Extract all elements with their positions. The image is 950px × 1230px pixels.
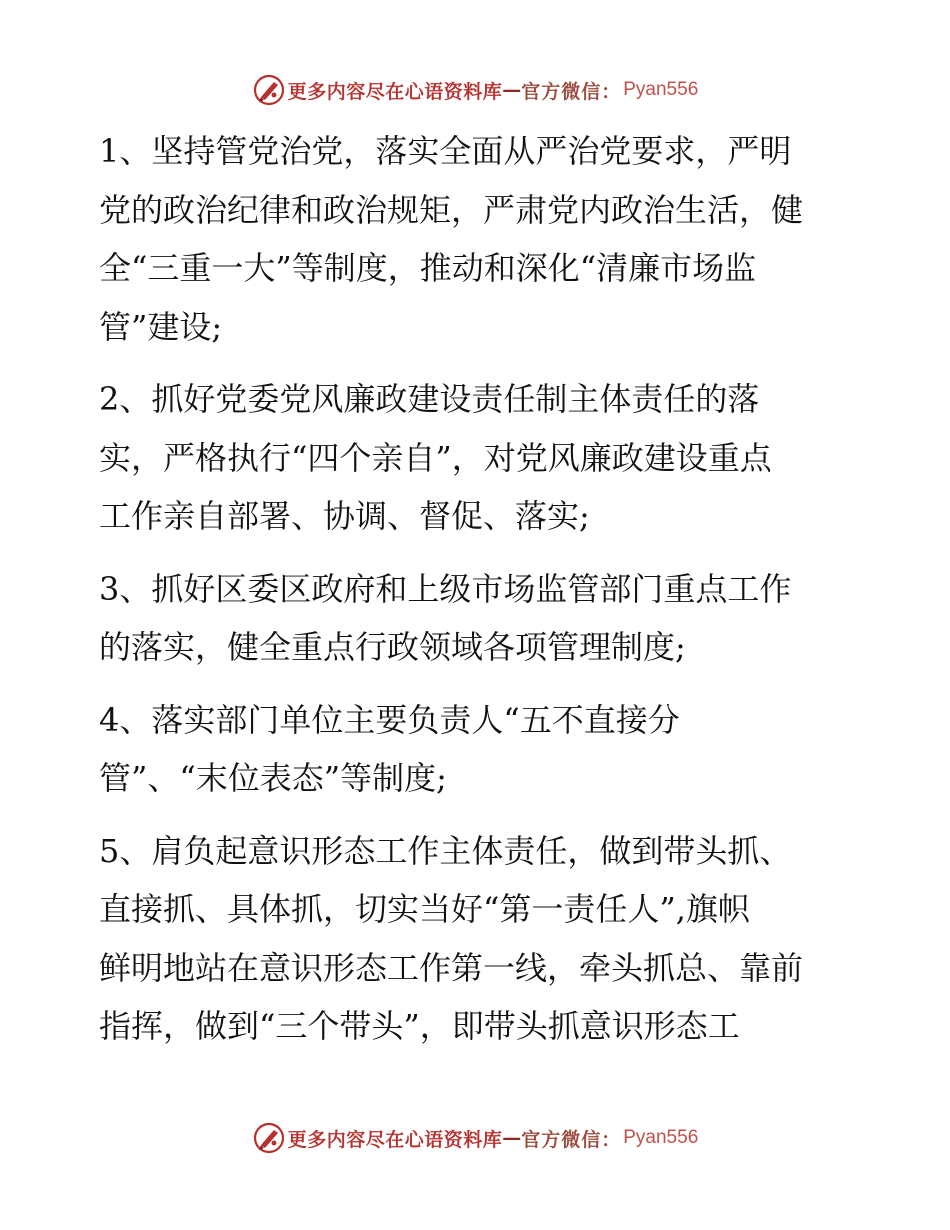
paragraph-1 bbox=[99, 122, 851, 356]
watermark-wechat-id: Pyan556 bbox=[623, 79, 699, 100]
paragraph-4 bbox=[99, 691, 851, 808]
document-body bbox=[99, 122, 851, 1070]
watermark-text: 更多内容尽在心语资料库 bbox=[287, 1128, 503, 1151]
text-line: 2、抓好党委党风廉政建设责任制主体责任的落 bbox=[99, 380, 760, 418]
text-line: 的落实，健全重点行政领域各项管理制度; bbox=[99, 628, 686, 666]
watermark-separator: — bbox=[502, 79, 522, 101]
text-line: 党的政治纪律和政治规矩，严肃党内政治生活，健 bbox=[99, 190, 804, 229]
text-line: 1、坚持管党治党，落实全面从严治党要求，严明 bbox=[99, 132, 792, 170]
paragraph-5 bbox=[99, 822, 851, 1056]
pen-logo-icon bbox=[252, 1121, 286, 1155]
text-line: 直接抓、具体抓，切实当好“第一责任人”,旗帜 bbox=[99, 890, 750, 928]
watermark-wechat-id: Pyan556 bbox=[623, 1127, 699, 1148]
text-line: 5、肩负起意识形态工作主体责任，做到带头抓、 bbox=[99, 831, 792, 870]
watermark-header bbox=[0, 70, 950, 110]
text-line: 鲜明地站在意识形态工作第一线，牵头抓总、靠前 bbox=[99, 948, 804, 987]
paragraph-2 bbox=[99, 370, 851, 546]
text-line: 指挥，做到“三个带头”，即带头抓意识形态工 bbox=[99, 1007, 740, 1045]
pen-logo-icon bbox=[252, 73, 286, 107]
text-line: 实，严格执行“四个亲自”，对党风廉政建设重点 bbox=[99, 438, 772, 477]
text-line: 3、抓好区委区政府和上级市场监管部门重点工作 bbox=[99, 569, 792, 608]
watermark-text: 更多内容尽在心语资料库 bbox=[287, 80, 503, 103]
text-line: 管”建设; bbox=[99, 307, 223, 346]
paragraph-3 bbox=[99, 560, 851, 677]
watermark-wechat-label: 官方微信： bbox=[521, 1128, 622, 1151]
watermark-wechat-label: 官方微信： bbox=[521, 80, 622, 103]
text-line: 工作亲自部署、协调、督促、落实; bbox=[99, 497, 590, 535]
text-line: 4、落实部门单位主要负责人“五不直接分 bbox=[99, 700, 680, 739]
text-line: 管”、“末位表态”等制度; bbox=[99, 759, 447, 797]
watermark-footer bbox=[0, 1118, 950, 1158]
watermark-separator: — bbox=[502, 1127, 522, 1149]
text-line: 全“三重一大”等制度，推动和深化“清廉市场监 bbox=[99, 249, 757, 287]
